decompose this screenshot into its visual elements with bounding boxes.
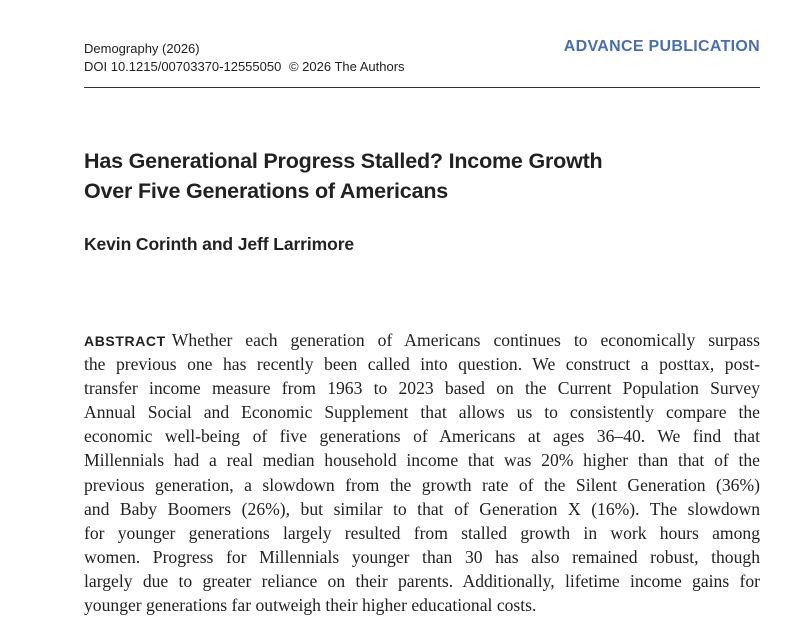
copyright-text: © 2026 The Authors (288, 59, 405, 74)
publication-status: ADVANCE PUBLICATION (563, 38, 760, 55)
abstract-line: and Baby Boomers (26%), but similar to that of Generation X (16%). The slowdown (84, 498, 760, 519)
journal-name: Demography (2026) (84, 41, 200, 56)
title-line: Has Generational Progress Stalled? Income Growth (84, 149, 603, 173)
abstract-line: Millennials had a real median household income that was 20% higher than that of the (84, 450, 760, 471)
doi-text[interactable]: DOI 10.1215/00703370-12555050 (84, 59, 282, 74)
page-header (84, 40, 760, 88)
abstract-line: economic well-being of five generations of Americans at ages 36–40. We find that (84, 426, 760, 447)
abstract-line (84, 328, 760, 352)
abstract-label: ABSTRACT (84, 333, 166, 349)
abstract-line: women. Progress for Millennials younger than 30 has also remained robust, though (84, 546, 760, 567)
abstract-line-text: Whether each generation of Americans continues to economically surpass (171, 330, 760, 350)
article-title (84, 146, 744, 206)
abstract-line: previous generation, a slowdown from the growth rate of the Silent Generation (36%) (84, 474, 760, 495)
abstract-line: younger generations far outweigh their higher educational costs. (84, 595, 537, 616)
abstract-line: the previous one has recently been called into question. We construct a posttax, post- (84, 354, 760, 375)
abstract-line: transfer income measure from 1963 to 2023 based on the Current Population Survey (84, 378, 760, 399)
title-line: Over Five Generations of Americans (84, 179, 449, 203)
abstract (84, 328, 760, 617)
abstract-line: for younger generations largely resulted from stalled growth in work hours among (84, 522, 760, 543)
abstract-line: largely due to greater reliance on their parents. Additionally, lifetime income gains for (84, 570, 760, 591)
doi-line (84, 58, 405, 76)
author-list: Kevin Corinth and Jeff Larrimore (84, 234, 355, 254)
abstract-line: Annual Social and Economic Supplement that allows us to consistently compare the (84, 402, 760, 423)
